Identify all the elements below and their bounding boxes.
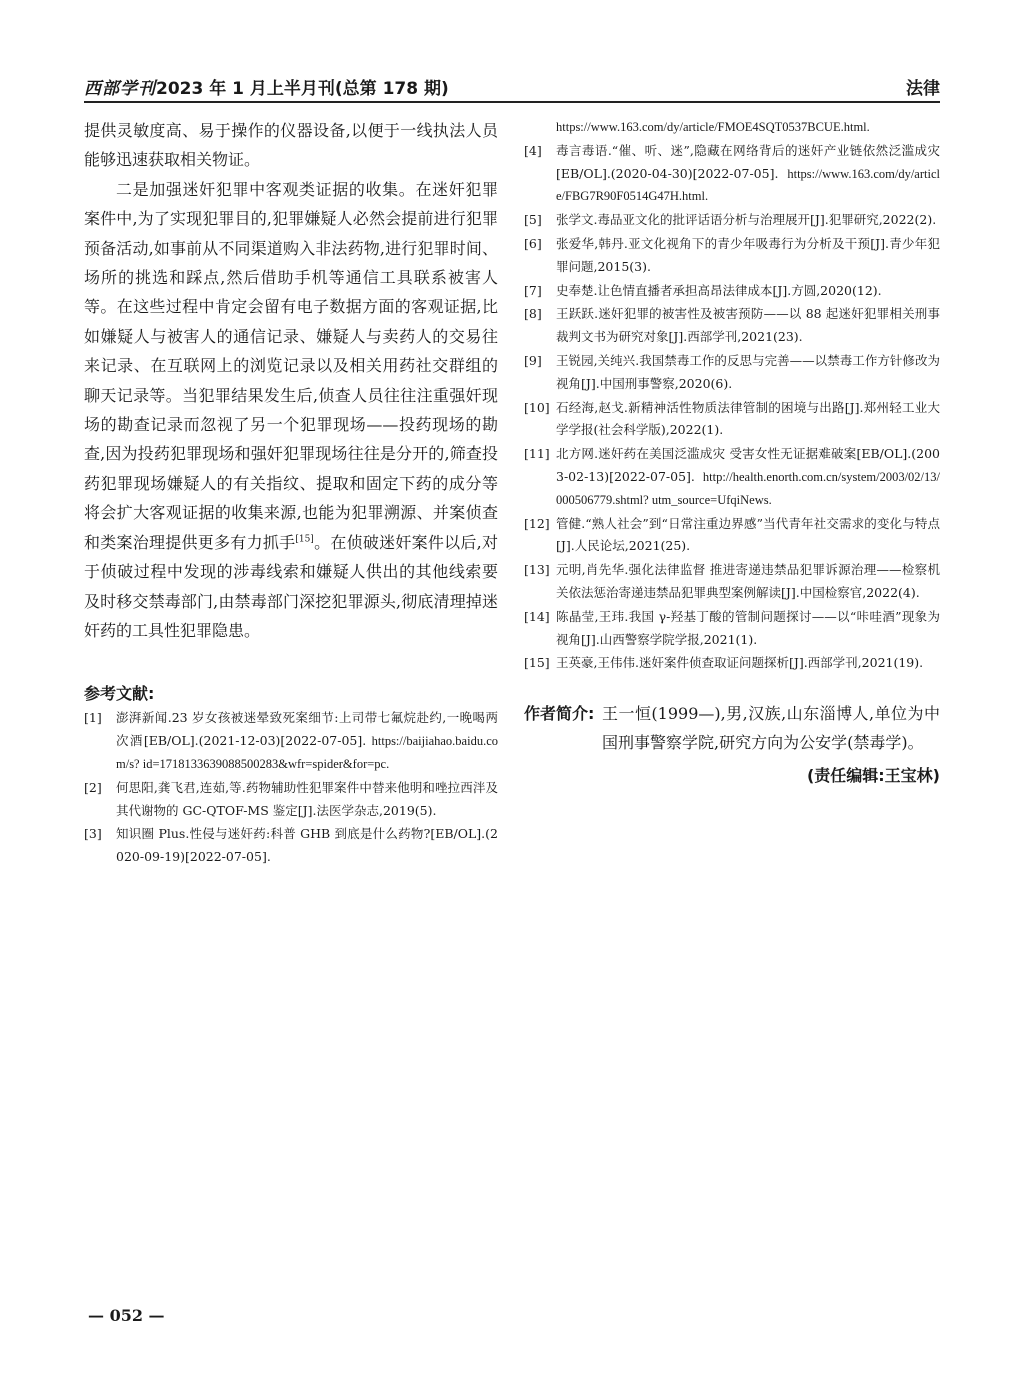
reference-text: 陈晶莹,王玮.我国 γ-羟基丁酸的管制问题探讨——以“咔哇酒”现象为视角[J].山西警察学院学报,2021(1). xyxy=(556,608,940,647)
responsible-editor: (责任编辑:王宝林) xyxy=(806,766,940,786)
author-label: 作者简介: xyxy=(524,704,595,724)
reference-number: [3] xyxy=(84,826,102,842)
reference-item xyxy=(524,606,940,652)
citation-15: [15] xyxy=(295,534,314,545)
journal-name: 西部学刊 xyxy=(84,79,156,99)
reference-text: 王英豪,王伟伟.迷奸案件侦查取证问题探析[J].西部学刊,2021(19). xyxy=(556,655,924,671)
body-text xyxy=(84,116,498,645)
reference-text: 王锐园,关纯兴.我国禁毒工作的反思与完善——以禁毒工作方针修改为视角[J].中国刑事警察,2020(6). xyxy=(556,352,940,391)
reference-text: 史奉楚.让色情直播者承担高昂法律成本[J].方圆,2020(12). xyxy=(556,282,882,298)
issue-info: 2023 年 1 月上半月刊(总第 178 期) xyxy=(156,79,449,99)
author-bio xyxy=(524,699,940,757)
reference-text: 北方网.迷奸药在美国泛滥成灾 受害女性无证据难破案[EB/OL].(2003-02-13)[2022-07-05]. xyxy=(556,446,940,484)
reference-item xyxy=(84,707,498,775)
reference-item xyxy=(524,350,940,396)
reference-item xyxy=(524,280,940,303)
reference-text: 王跃跃.迷奸犯罪的被害性及被害预防——以 88 起迷奸犯罪相关刑事裁判文书为研究对象[J].西部学刊,2021(23). xyxy=(556,306,940,345)
reference-number: [12] xyxy=(524,515,550,531)
right-column xyxy=(524,116,940,786)
references-heading: 参考文献: xyxy=(84,684,155,704)
reference-url[interactable]: https://www.163.com/dy/article/FBG7R90F0514G47H.html. xyxy=(556,166,940,204)
reference-item xyxy=(524,303,940,349)
reference-number: [10] xyxy=(524,399,550,415)
reference-item xyxy=(524,559,940,605)
reference-text: 张爱华,韩丹.亚文化视角下的青少年吸毒行为分析及干预[J].青少年犯罪问题,2015(3). xyxy=(556,235,940,274)
left-column xyxy=(84,116,498,870)
reference-number: [13] xyxy=(524,562,550,578)
reference-number: [11] xyxy=(524,446,550,462)
header-rule xyxy=(84,101,940,103)
section-name: 法律 xyxy=(906,79,940,99)
reference-number: [15] xyxy=(524,655,550,671)
reference-text: 知识圈 Plus.性侵与迷奸药:科普 GHB 到底是什么药物?[EB/OL].(2020-09-19)[2022-07-05]. xyxy=(116,826,498,865)
paragraph-2-text-b: 。在侦破迷奸案件以后,对于侦破过程中发现的涉毒线索和嫌疑人供出的其他线索要及时移交禁毒部门,由禁毒部门深挖犯罪源头,彻底清理掉迷奸药的工具性犯罪隐患。 xyxy=(84,532,498,640)
reference-number: [14] xyxy=(524,608,550,624)
reference-list-left xyxy=(84,707,498,869)
paragraph-2-text-a: 二是加强迷奸犯罪中客观类证据的收集。在迷奸犯罪案件中,为了实现犯罪目的,犯罪嫌疑人必然会提前进行犯罪预备活动,如事前从不同渠道购入非法药物,进行犯罪时间、场所的挑选和踩点,然后借助手机等通信工具联系被害人等。在这些过程中肯定会留有电子数据方面的客观证据,比如嫌疑人与被害人的通信记录、嫌疑人与卖药人的交易往来记录、在互联网上的浏览记录以及相关用药社交群组的聊天记录等。当犯罪结果发生后,侦查人员往往注重强奸现场的勘查记录而忽视了另一个犯罪现场——投药现场的勘查,因为投药犯罪现场和强奸犯罪现场往往是分开的,筛查投药犯罪现场嫌疑人的有关指纹、提取和固定下药的成分等将会扩大客观证据的收集来源,也能为犯罪溯源、并案侦查和类案治理提供更多有力抓手 xyxy=(84,179,498,552)
running-header xyxy=(84,70,940,100)
reference-item xyxy=(524,140,940,208)
reference-text: 毒言毒语.“催、听、迷”,隐藏在网络背后的迷奸产业链依然泛滥成灾[EB/OL].(2020-04-30)[2022-07-05]. xyxy=(556,142,940,181)
reference-url[interactable]: http://health.enorth.com.cn/system/2003/02/13/000506779.shtml? utm_source=UfqiNews. xyxy=(556,469,940,507)
reference-item xyxy=(84,823,498,869)
reference-item xyxy=(524,513,940,559)
reference-item xyxy=(524,233,940,279)
reference-number: [8] xyxy=(524,306,542,322)
reference-text: 元明,肖先华.强化法律监督 推进寄递违禁品犯罪诉源治理——检察机关依法惩治寄递违禁品犯罪典型案例解读[J].中国检察官,2022(4). xyxy=(556,562,940,600)
reference-number: [6] xyxy=(524,235,542,251)
reference-number: [2] xyxy=(84,779,102,795)
page-number: — 052 — xyxy=(88,1306,165,1325)
reference-url[interactable]: https://www.163.com/dy/article/FMOE4SQT0537BCUE.html. xyxy=(556,120,870,134)
reference-item xyxy=(84,777,498,823)
reference-text: 澎湃新闻.23 岁女孩被迷晕致死案细节:上司带七氟烷赴约,一晚喝两次酒[EB/OL].(2021-12-03)[2022-07-05]. xyxy=(116,710,498,749)
reference-number: [7] xyxy=(524,282,542,298)
reference-item xyxy=(524,443,940,511)
paragraph-1: 提供灵敏度高、易于操作的仪器设备,以便于一线执法人员能够迅速获取相关物证。 xyxy=(84,121,498,170)
reference-text: 何思阳,龚飞君,连茹,等.药物辅助性犯罪案件中替来他明和唑拉西泮及其代谢物的 GC-QTOF-MS 鉴定[J].法医学杂志,2019(5). xyxy=(116,779,498,818)
reference-continuation xyxy=(524,116,940,139)
reference-text: 管健.“熟人社会”到“日常注重边界感”当代青年社交需求的变化与特点[J].人民论坛,2021(25). xyxy=(556,515,940,554)
paragraph-2 xyxy=(84,175,498,646)
reference-number: [4] xyxy=(524,142,542,158)
reference-item xyxy=(524,652,940,675)
reference-number: [1] xyxy=(84,710,102,726)
reference-number: [9] xyxy=(524,352,542,368)
reference-number: [5] xyxy=(524,212,542,228)
reference-text: 石经海,赵戈.新精神活性物质法律管制的困境与出路[J].郑州轻工业大学学报(社会科学版),2022(1). xyxy=(556,399,940,438)
reference-url[interactable]: https://baijiahao.baidu.com/s? id=1718133639088500283&wfr=spider&for=pc. xyxy=(116,734,498,771)
reference-list-right xyxy=(524,116,940,675)
author-text: 王一恒(1999—),男,汉族,山东淄博人,单位为中国刑事警察学院,研究方向为公安学(禁毒学)。 xyxy=(602,704,940,753)
reference-item xyxy=(524,209,940,232)
reference-item xyxy=(524,397,940,443)
reference-text: 张学文.毒品亚文化的批评话语分析与治理展开[J].犯罪研究,2022(2). xyxy=(556,212,937,228)
